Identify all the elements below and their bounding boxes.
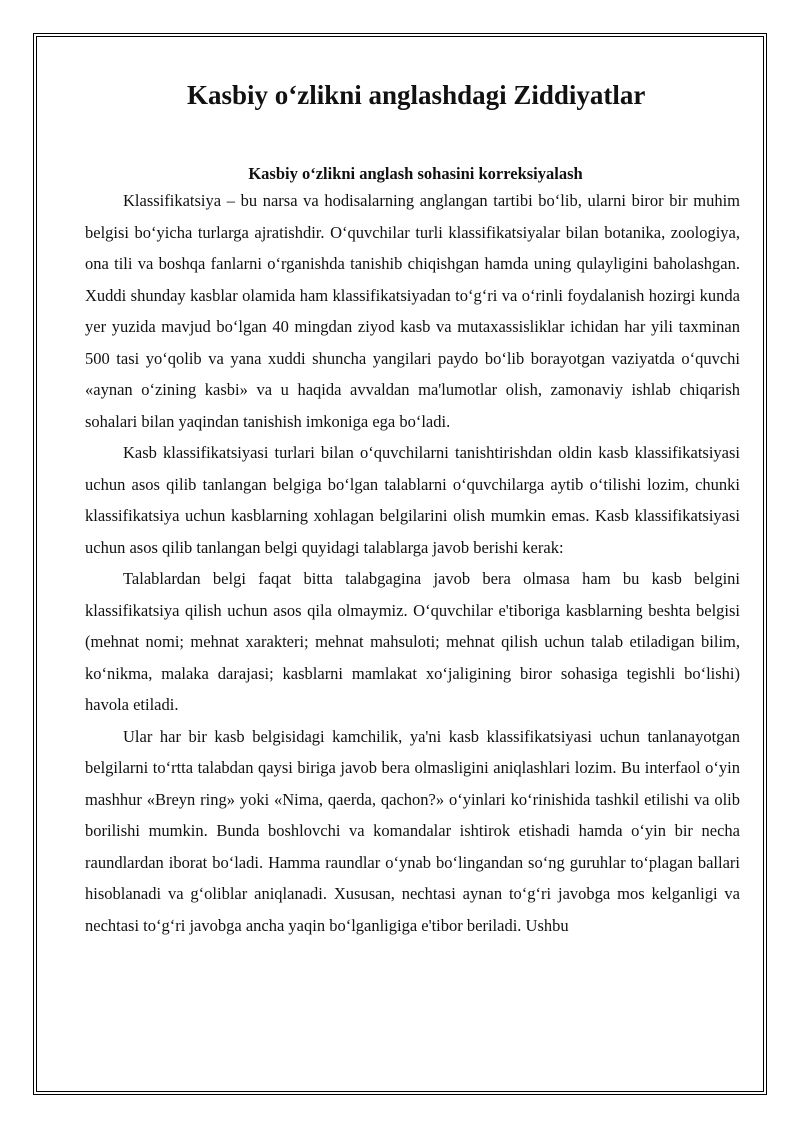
paragraph: Klassifikatsiya – bu narsa va hodisalarning anglangan tartibi bo‘lib, ularni biror bir muhim belgisi bo‘yicha turlarga ajratishdir. O‘quvchilar turli klassifikatsiyalar bilan botanika, zoologiya, ona tili va boshqa fanlarni o‘rganishda tanishib chiqishgan hamda uning qulayligini baholashgan. Xuddi shunday kasblar olamida ham klassifikatsiyadan to‘g‘ri va o‘rinli foydalanish hozirgi kunda yer yuzida mavjud bo‘lgan 40 mingdan ziyod kasb va mutaxassisliklar ichidan har yili taxminan 500 tasi yo‘qolib va yana xuddi shuncha yangilari paydo bo‘lib borayotgan vaziyatda o‘quvchi «aynan o‘zining kasbi» va u haqida avvaldan ma'lumotlar olish, zamonaviy ishlab chiqarish sohalari bilan yaqindan tanishish imkoniga ega bo‘ladi.	[85, 191, 740, 431]
document-title: Kasbiy o‘zlikni anglashdagi Ziddiyatlar	[187, 80, 646, 110]
paragraph: Talablardan belgi faqat bitta talabgagina javob bera olmasa ham bu kasb belgini klassifikatsiya qilish uchun asos qila olmaymiz. O‘quvchilar e'tiboriga kasblarning beshta belgisi (mehnat nomi; mehnat xarakteri; mehnat mahsuloti; mehnat qilish uchun talab etiladigan bilim, ko‘nikma, malaka darajasi; kasblarni mamlakat xo‘jaligining biror sohasiga tegishli bo‘lishi) havola etiladi.	[85, 569, 740, 714]
section-heading: Kasbiy o‘zlikni anglash sohasini korreksiyalash	[248, 164, 583, 183]
document-body	[85, 76, 740, 941]
paragraph: Ular har bir kasb belgisidagi kamchilik, ya'ni kasb klassifikatsiyasi uchun tanlanayotgan belgilarni to‘rtta talabdan qaysi biriga javob bera olmasligini aniqlashlari lozim. Bu interfaol o‘yin mashhur «Breyn ring» yoki «Nima, qaerda, qachon?» o‘yinlari ko‘rinishida tashkil etilishi va olib borilishi mumkin. Bunda boshlovchi va komandalar ishtirok etishadi hamda o‘yin bir necha raundlardan iborat bo‘ladi. Hamma raundlar o‘ynab bo‘lingandan so‘ng guruhlar to‘plagan ballari hisoblanadi va g‘oliblar aniqlanadi. Xususan, nechtasi aynan to‘g‘ri javobga mos kelganligi va nechtasi to‘g‘ri javobga ancha yaqin bo‘lganligiga e'tibor beriladi. Ushbu	[85, 726, 740, 935]
paragraph: Kasb klassifikatsiyasi turlari bilan o‘quvchilarni tanishtirishdan oldin kasb klassifikatsiyasi uchun asos qilib tanlangan belgiga bo‘lgan talablarni o‘quvchilarga aytib o‘tilishi lozim, chunki klassifikatsiya uchun kasblarning xohlagan belgilarini olish mumkin emas. Kasb klassifikatsiyasi uchun asos qilib tanlangan belgi quyidagi talablarga javob berishi kerak:	[85, 443, 740, 557]
